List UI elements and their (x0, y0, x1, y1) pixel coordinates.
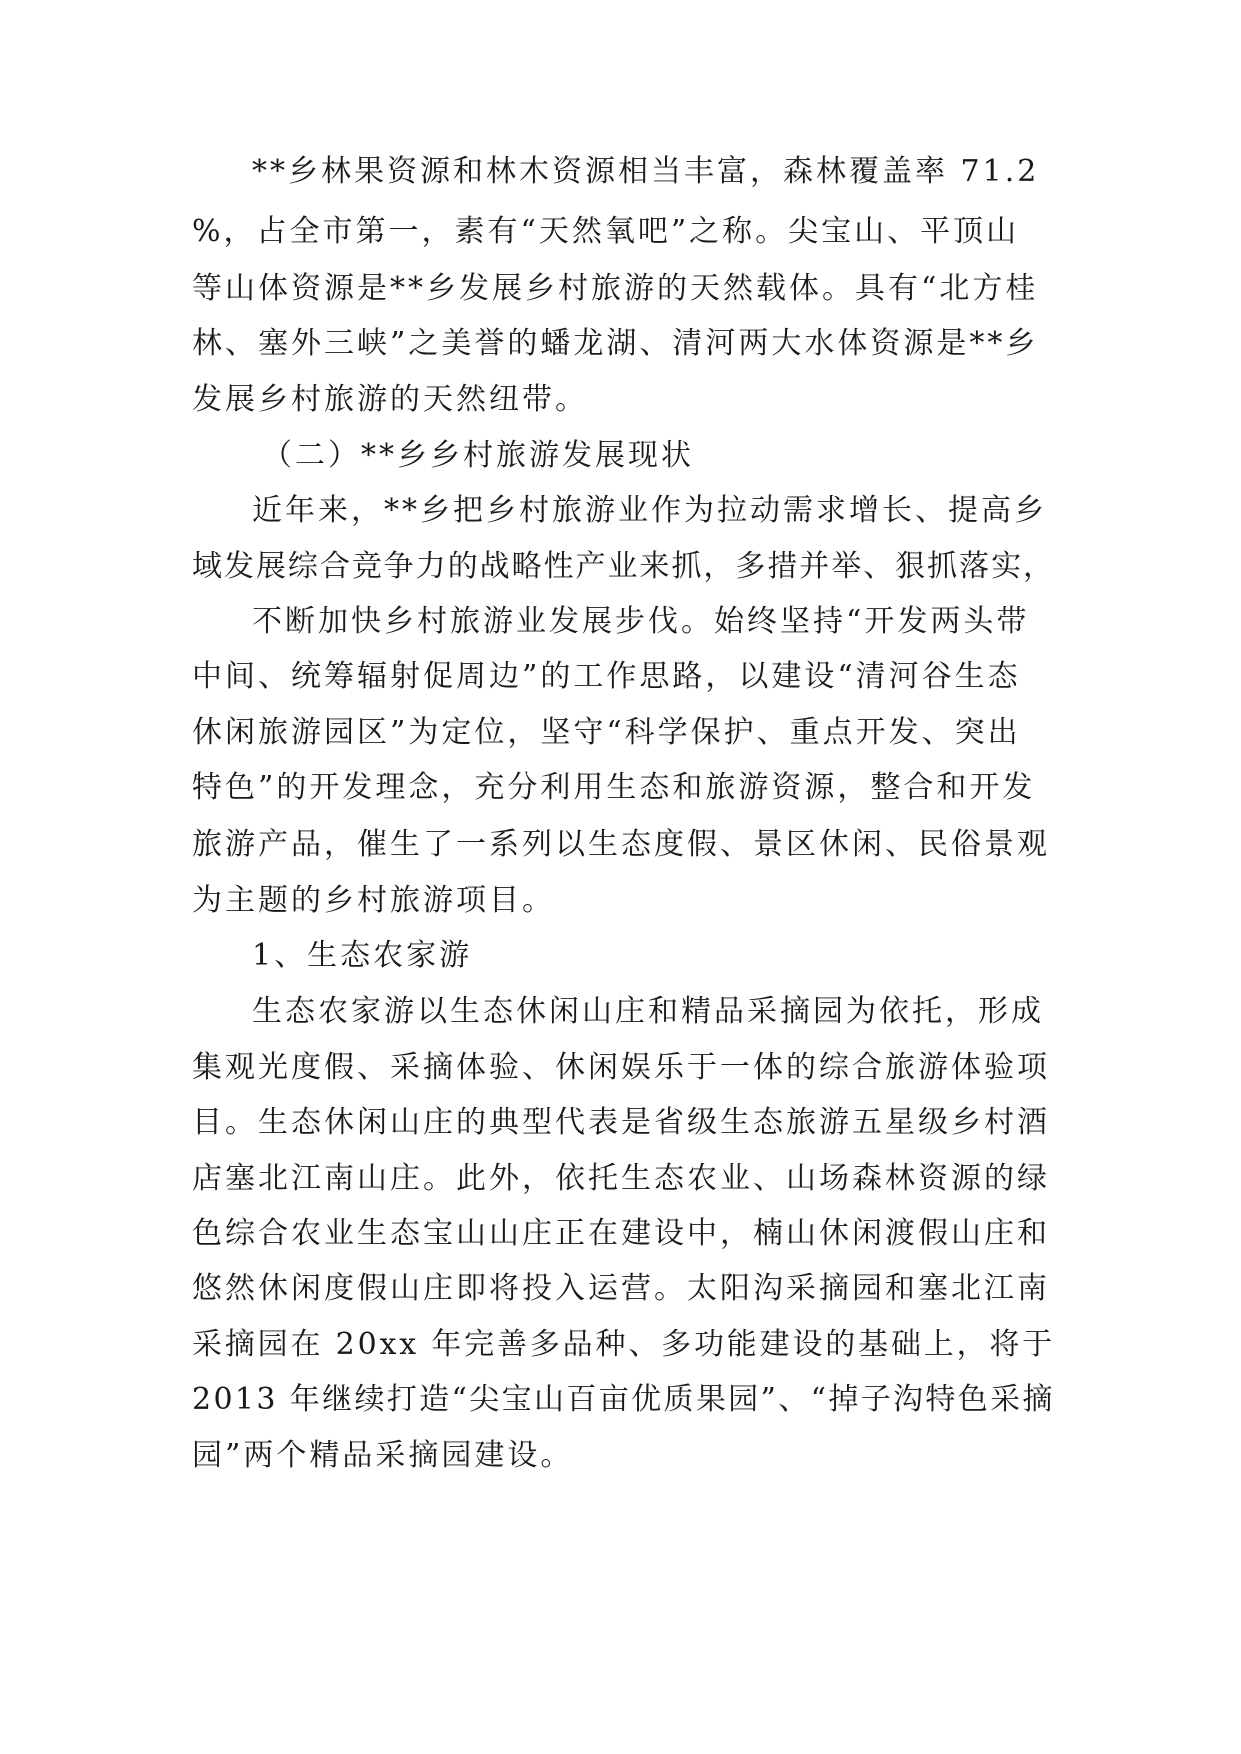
body-line: 旅游产品，催生了一系列以生态度假、景区休闲、民俗景观 (192, 827, 1050, 862)
body-line: 林、塞外三峡”之美誉的蟠龙湖、清河两大水体资源是**乡 (192, 326, 1039, 361)
body-line: 目。生态休闲山庄的典型代表是省级生态旅游五星级乡村酒 (192, 1105, 1050, 1140)
subsection-heading: 1、生态农家游 (252, 938, 473, 973)
body-line: **乡林果资源和林木资源相当丰富，森林覆盖率 71.2 (252, 154, 1040, 189)
body-line: 园”两个精品采摘园建设。 (192, 1438, 574, 1473)
body-line: %，占全市第一，素有“天然氧吧”之称。尖宝山、平顶山 (192, 214, 1020, 249)
body-line: 近年来，**乡把乡村旅游业作为拉动需求增长、提高乡 (252, 493, 1047, 528)
body-line: 生态农家游以生态休闲山庄和精品采摘园为依托，形成 (252, 994, 1044, 1029)
body-line: 发展乡村旅游的天然纽带。 (192, 382, 588, 417)
body-line: 店塞北江南山庄。此外，依托生态农业、山场森林资源的绿 (192, 1161, 1050, 1196)
body-line: 休闲旅游园区”为定位，坚守“科学保护、重点开发、突出 (192, 715, 1021, 750)
body-line: 采摘园在 20xx 年完善多品种、多功能建设的基础上，将于 (192, 1327, 1056, 1362)
section-heading: （二）**乡乡村旅游发展现状 (262, 438, 694, 473)
body-line: 域发展综合竞争力的战略性产业来抓，多措并举、狠抓落实， (192, 549, 1055, 584)
body-line: 2013 年继续打造“尖宝山百亩优质果园”、“掉子沟特色采摘 (192, 1382, 1055, 1417)
body-line: 中间、统筹辐射促周边”的工作思路，以建设“清河谷生态 (192, 659, 1021, 694)
body-line: 不断加快乡村旅游业发展步伐。始终坚持“开发两头带 (252, 604, 1030, 639)
body-line: 等山体资源是**乡发展乡村旅游的天然载体。具有“北方桂 (192, 271, 1039, 306)
body-line: 集观光度假、采摘体验、休闲娱乐于一体的综合旅游体验项 (192, 1050, 1050, 1085)
body-line: 悠然休闲度假山庄即将投入运营。太阳沟采摘园和塞北江南 (192, 1271, 1050, 1306)
body-line: 特色”的开发理念，充分利用生态和旅游资源，整合和开发 (192, 770, 1036, 805)
body-line: 为主题的乡村旅游项目。 (192, 883, 555, 918)
body-line: 色综合农业生态宝山山庄正在建设中，楠山休闲渡假山庄和 (192, 1216, 1050, 1251)
